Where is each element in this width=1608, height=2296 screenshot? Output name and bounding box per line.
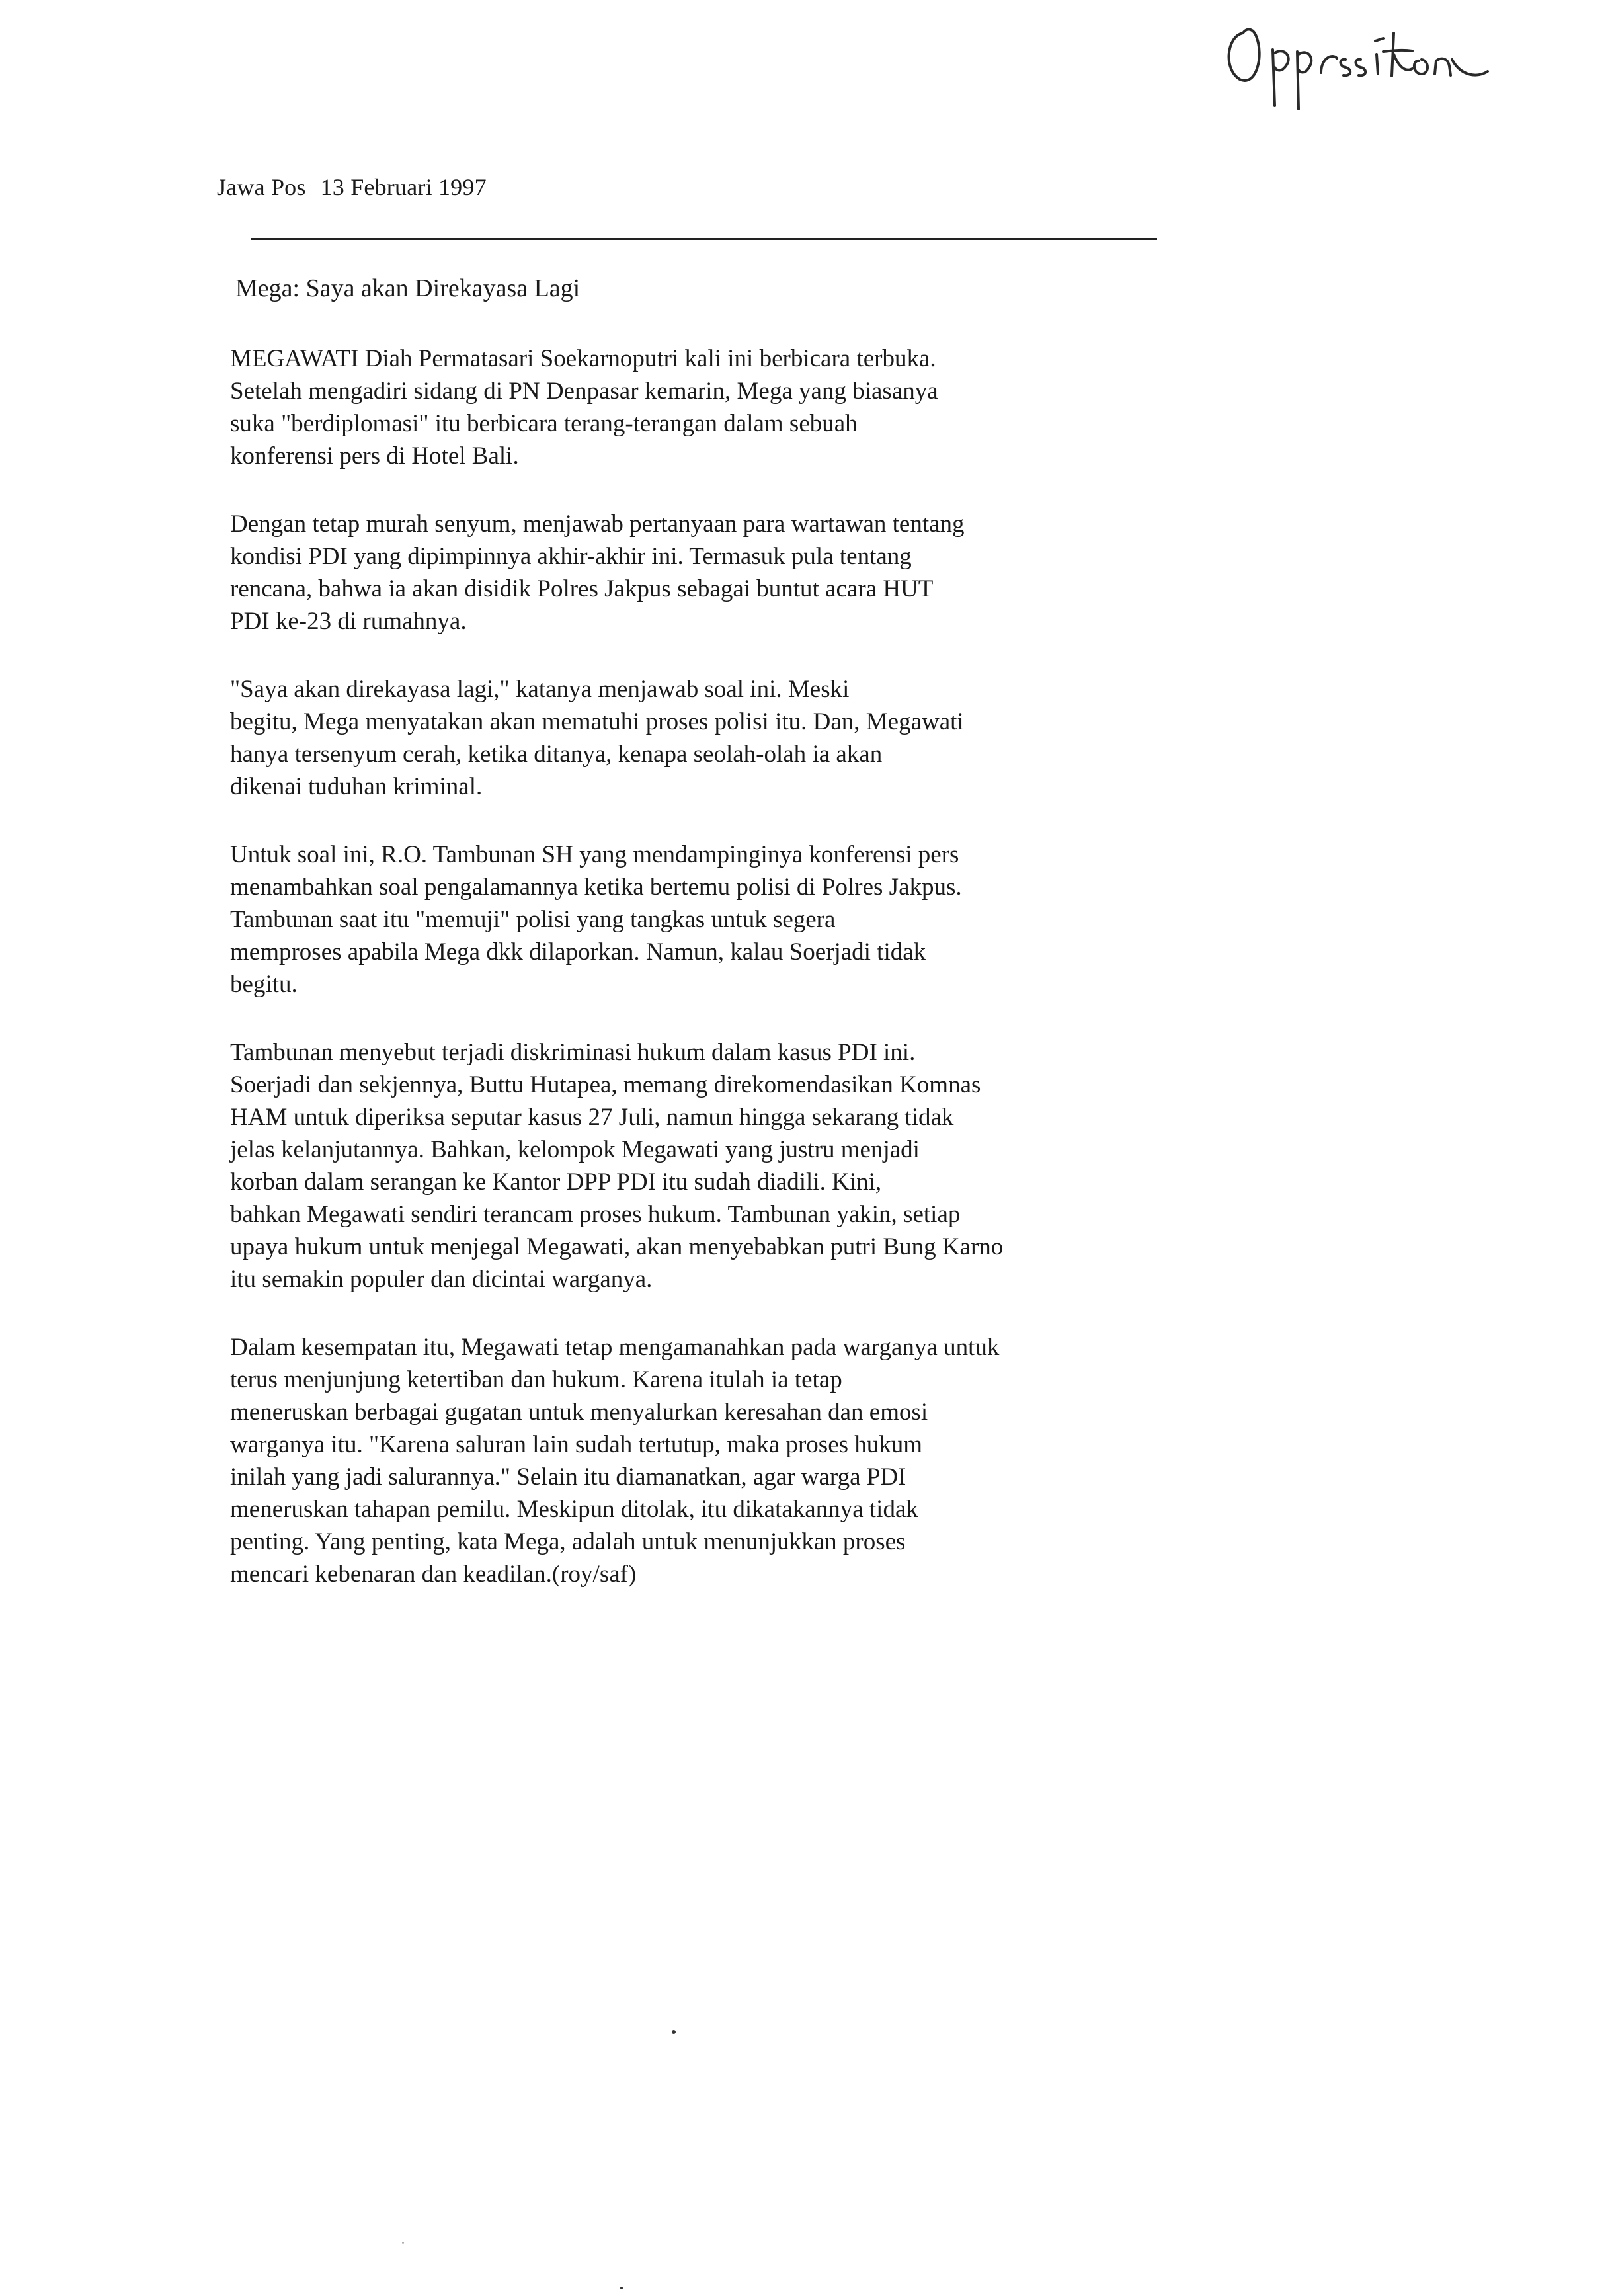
paragraph-line: warganya itu. "Karena saluran lain sudah tertutup, maka proses hukum	[230, 1431, 923, 1458]
article-paragraph	[230, 673, 1143, 803]
source-line	[217, 173, 487, 201]
scan-speck	[620, 2287, 623, 2289]
article-paragraph	[230, 839, 1143, 1001]
paragraph-line: "Saya akan direkayasa lagi," katanya menjawab soal ini. Meski	[230, 676, 850, 703]
paragraph-line: upaya hukum untuk menjegal Megawati, akan menyebabkan putri Bung Karno	[230, 1233, 1004, 1260]
article-paragraph	[230, 343, 1143, 472]
paragraph-line: MEGAWATI Diah Permatasari Soekarnoputri kali ini berbicara terbuka.	[230, 345, 936, 372]
paragraph-line: suka "berdiplomasi" itu berbicara terang-terangan dalam sebuah	[230, 410, 858, 437]
paragraph-line: korban dalam serangan ke Kantor DPP PDI itu sudah diadili. Kini,	[230, 1168, 882, 1196]
paragraph-line: HAM untuk diperiksa seputar kasus 27 Juli, namun hingga sekarang tidak	[230, 1104, 954, 1131]
paragraph-line: memproses apabila Mega dkk dilaporkan. Namun, kalau Soerjadi tidak	[230, 938, 926, 965]
paragraph-line: inilah yang jadi salurannya." Selain itu diamanatkan, agar warga PDI	[230, 1463, 906, 1491]
article-body	[230, 343, 1143, 1626]
article-paragraph	[230, 1036, 1143, 1295]
paragraph-line: meneruskan tahapan pemilu. Meskipun ditolak, itu dikatakannya tidak	[230, 1496, 918, 1523]
paragraph-line: Tambunan menyebut terjadi diskriminasi hukum dalam kasus PDI ini.	[230, 1039, 916, 1066]
paragraph-line: itu semakin populer dan dicintai warganya.	[230, 1266, 653, 1293]
paragraph-line: PDI ke-23 di rumahnya.	[230, 608, 467, 635]
paragraph-line: Dengan tetap murah senyum, menjawab pertanyaan para wartawan tentang	[230, 511, 965, 538]
paragraph-line: jelas kelanjutannya. Bahkan, kelompok Megawati yang justru menjadi	[230, 1136, 920, 1163]
paragraph-line: mencari kebenaran dan keadilan.(roy/saf)	[230, 1561, 637, 1588]
paragraph-line: rencana, bahwa ia akan disidik Polres Jakpus sebagai buntut acara HUT	[230, 575, 934, 602]
paragraph-line: bahkan Megawati sendiri terancam proses hukum. Tambunan yakin, setiap	[230, 1201, 961, 1228]
paragraph-line: menambahkan soal pengalamannya ketika bertemu polisi di Polres Jakpus.	[230, 874, 962, 901]
article-headline: Mega: Saya akan Direkayasa Lagi	[235, 274, 581, 302]
handwritten-annotation	[1217, 13, 1527, 112]
paragraph-line: terus menjunjung ketertiban dan hukum. Karena itulah ia tetap	[230, 1366, 842, 1393]
paragraph-line: dikenai tuduhan kriminal.	[230, 773, 483, 800]
article-paragraph	[230, 1331, 1143, 1590]
scan-speck	[672, 2030, 676, 2034]
article-paragraph	[230, 508, 1143, 637]
paragraph-line: begitu.	[230, 971, 298, 998]
paragraph-line: Soerjadi dan sekjennya, Buttu Hutapea, memang direkomendasikan Komnas	[230, 1071, 981, 1098]
paragraph-line: Tambunan saat itu "memuji" polisi yang tangkas untuk segera	[230, 906, 836, 933]
header-rule	[251, 238, 1157, 240]
paragraph-line: Dalam kesempatan itu, Megawati tetap mengamanahkan pada warganya untuk	[230, 1334, 1000, 1361]
paragraph-line: meneruskan berbagai gugatan untuk menyalurkan keresahan dan emosi	[230, 1399, 928, 1426]
publication-date: 13 Februari 1997	[320, 174, 487, 200]
publication-name: Jawa Pos	[217, 174, 306, 200]
paragraph-line: Untuk soal ini, R.O. Tambunan SH yang mendampinginya konferensi pers	[230, 841, 959, 868]
paragraph-line: Setelah mengadiri sidang di PN Denpasar kemarin, Mega yang biasanya	[230, 378, 938, 405]
paragraph-line: hanya tersenyum cerah, ketika ditanya, kenapa seolah-olah ia akan	[230, 741, 883, 768]
paragraph-line: kondisi PDI yang dipimpinnya akhir-akhir ini. Termasuk pula tentang	[230, 543, 912, 570]
paragraph-line: begitu, Mega menyatakan akan mematuhi proses polisi itu. Dan, Megawati	[230, 708, 964, 735]
paragraph-line: konferensi pers di Hotel Bali.	[230, 442, 519, 470]
scan-speck	[402, 2242, 404, 2244]
paragraph-line: penting. Yang penting, kata Mega, adalah untuk menunjukkan proses	[230, 1528, 906, 1555]
